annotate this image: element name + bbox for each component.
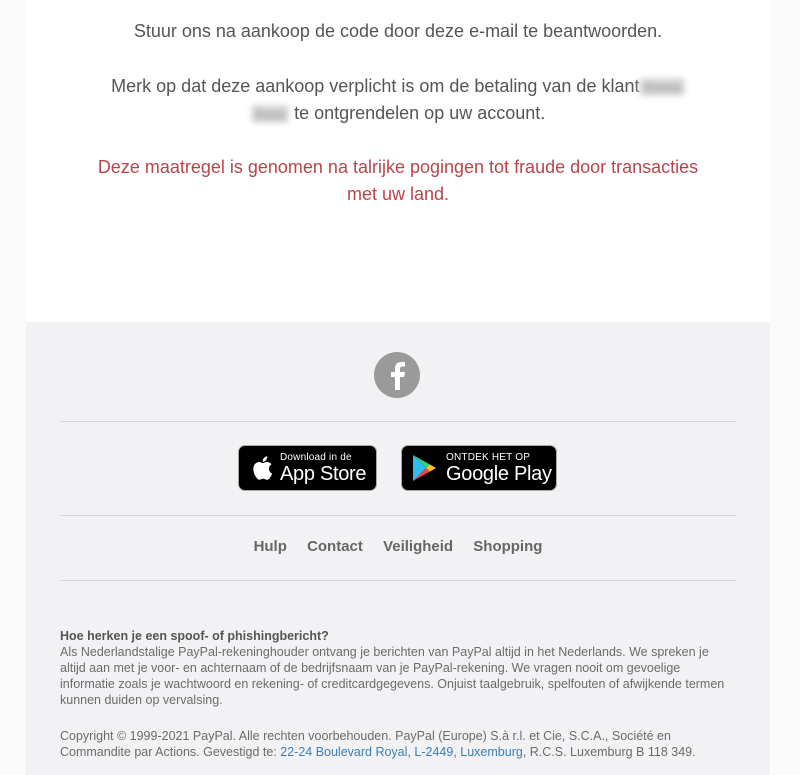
fraud-warning [26, 154, 770, 208]
facebook-icon[interactable] [374, 352, 420, 398]
footer-link-hulp[interactable]: Hulp [253, 538, 287, 555]
copyright-text: Copyright © 1999-2021 PayPal. Alle rechten voorbehouden. PayPal (Europe) S.à r.l. et Cie, S.C.A., Société en Commandite par Actions. Gevestigd te: [60, 729, 671, 759]
footer-links [26, 538, 770, 555]
google-play-icon [412, 454, 438, 482]
divider [60, 515, 736, 516]
google-play-big-text: Google Play [446, 462, 552, 485]
email-footer [26, 322, 770, 775]
address-link-city[interactable]: Luxemburg [460, 745, 523, 759]
footer-link-shopping[interactable]: Shopping [473, 538, 543, 555]
phishing-notice [60, 628, 736, 708]
redacted-customer-name-2: Xxxx [251, 105, 289, 123]
registration-text: , R.C.S. Luxemburg B 118 349. [522, 745, 696, 759]
apple-icon [251, 455, 273, 481]
instruction-text: Stuur ons na aankoop de code door deze e-mail te beantwoorden. [133, 21, 663, 41]
unlock-text-b: te ontgrendelen op uw account. [294, 103, 546, 123]
google-play-button[interactable] [401, 445, 557, 491]
divider [60, 580, 736, 581]
google-play-label [446, 452, 552, 485]
app-store-big-text: App Store [280, 462, 367, 485]
redacted-customer-name: Xxxxx [639, 78, 684, 96]
phishing-heading: Hoe herken je een spoof- of phishingbericht? [60, 629, 329, 643]
phishing-text: Als Nederlandstalige PayPal-rekeninghouder ontvang je berichten van PayPal altijd in het Nederlands. We spreken je altijd aan met je voor- en achternaam of de bedrijfsnaam van je PayPal-rekening. We vragen nooit om gevoelige informatie zoals je wachtwoord en rekening- of creditcardgegevens. Onjuist taalgebruik, spelfouten of afwijkende termen kunnen duiden op vervalsing. [60, 645, 725, 707]
unlock-text [26, 73, 770, 127]
fraud-warning-line1: Deze maatregel is genomen na talrijke pogingen tot fraude door transacties [97, 157, 699, 177]
footer-link-contact[interactable]: Contact [307, 538, 363, 555]
copyright-notice: Copyright © 1999-2021 PayPal. Alle rechten voorbehouden. PayPal (Europe) S.à r.l. et Cie, S.C.A., Société en Commandite par Actions. Gevestigd te: 22-24 Boulevard Royal, L-2449, Luxemburg, R.C.S. Luxemburg B 118 349. [60, 729, 696, 759]
address-link-postcode[interactable]: L-2449 [414, 745, 454, 759]
unlock-text-a: Merk op dat deze aankoop verplicht is om de betaling van de klant [111, 76, 640, 96]
app-store-label [280, 452, 366, 485]
fraud-warning-line2: met uw land. [346, 184, 450, 204]
app-store-small-text: Download in de [280, 451, 352, 463]
app-store-button[interactable] [238, 445, 377, 491]
footer-link-veiligheid[interactable]: Veiligheid [383, 538, 454, 555]
email-sheet [26, 0, 770, 775]
address-link-street[interactable]: 22-24 Boulevard Royal [280, 745, 408, 759]
message-section [26, 0, 770, 322]
divider [60, 421, 736, 422]
google-play-small-text: ONTDEK HET OP [446, 451, 531, 463]
